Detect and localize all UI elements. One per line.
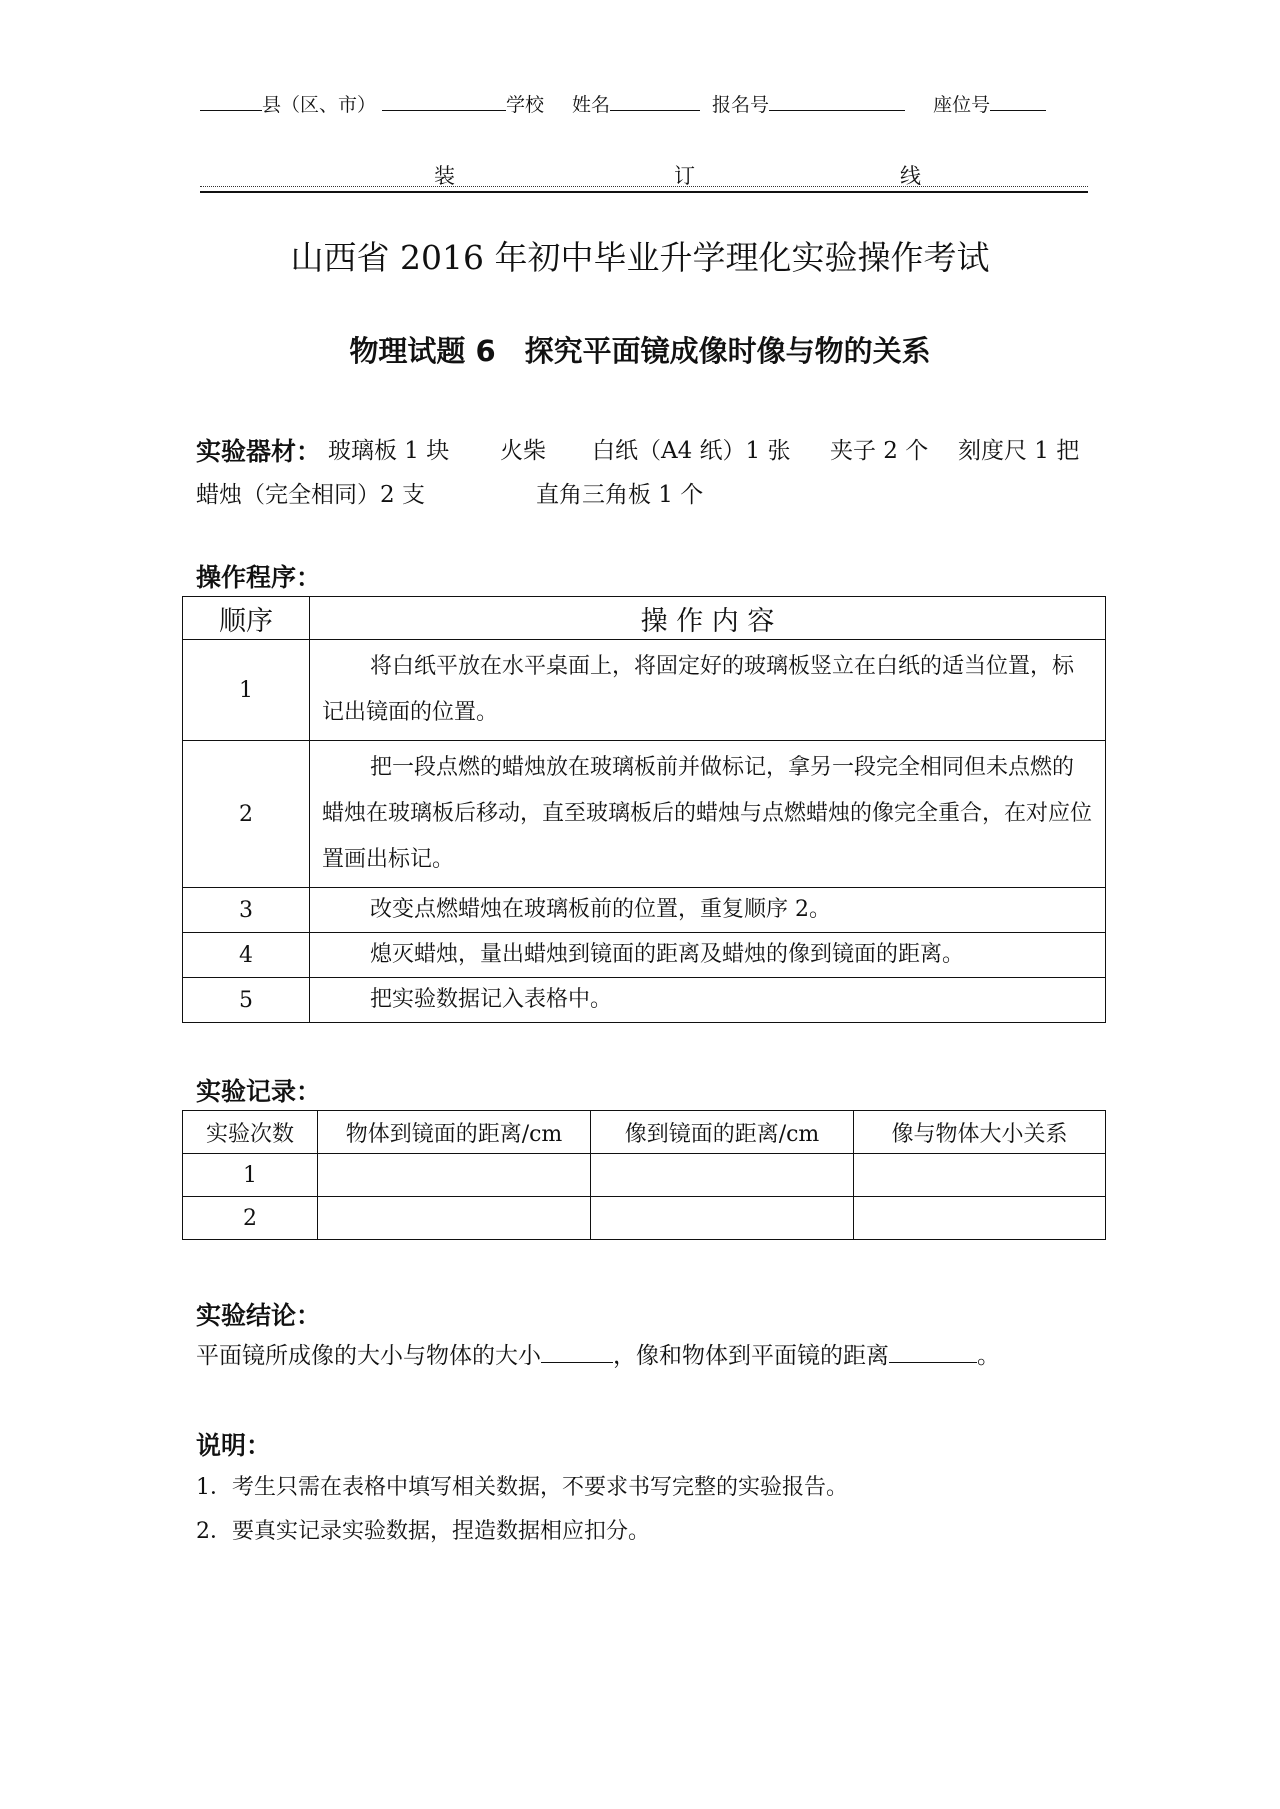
- conclusion-text-1: 平面镜所成像的大小与物体的大小: [196, 1343, 541, 1369]
- col-size-relation-header: 像与物体大小关系: [854, 1111, 1106, 1154]
- step-number: 4: [183, 933, 310, 978]
- note-item: 2．要真实记录实验数据，捏造数据相应扣分。: [196, 1519, 650, 1544]
- material-item: 白纸（A4 纸）1 张: [592, 438, 791, 464]
- dotted-rule: [200, 186, 1088, 187]
- material-item: 玻璃板 1 块: [328, 438, 450, 464]
- school-label: 学校: [506, 94, 545, 116]
- size-relation-cell[interactable]: [854, 1197, 1106, 1240]
- conclusion-label: 实验结论：: [196, 1301, 322, 1330]
- material-item: 夹子 2 个: [830, 438, 929, 464]
- conclusion-sentence: [196, 1337, 1000, 1370]
- step-number: 2: [183, 741, 310, 888]
- object-distance-cell[interactable]: [318, 1154, 591, 1197]
- step-content: 熄灭蜡烛，量出蜡烛到镜面的距离及蜡烛的像到镜面的距离。: [310, 933, 1106, 978]
- table-header-row: [183, 597, 1106, 640]
- seat-no-blank[interactable]: [990, 92, 1046, 111]
- candidate-info-line: [200, 90, 1080, 122]
- table-row: [183, 741, 1106, 888]
- col-object-distance-header: 物体到镜面的距离/cm: [318, 1111, 591, 1154]
- trial-number: 1: [183, 1154, 318, 1197]
- step-content: 把一段点燃的蜡烛放在玻璃板前并做标记，拿另一段完全相同但未点燃的蜡烛在玻璃板后移动，直至玻璃板后的蜡烛与点燃蜡烛的像完全重合，在对应位置画出标记。: [310, 741, 1106, 888]
- reg-no-label: 报名号: [712, 94, 770, 116]
- procedure-label: 操作程序：: [196, 563, 322, 592]
- table-header-row: [183, 1111, 1106, 1154]
- materials-label: 实验器材：: [196, 437, 322, 466]
- procedure-table: [182, 596, 1106, 1023]
- binding-char-1: 装: [434, 164, 455, 188]
- distance-relation-blank[interactable]: [889, 1342, 977, 1363]
- conclusion-text-3: 。: [977, 1343, 1000, 1369]
- material-item: 刻度尺 1 把: [958, 438, 1080, 464]
- material-item: 直角三角板 1 个: [536, 482, 704, 508]
- table-row: [183, 978, 1106, 1023]
- exam-title: 山西省 2016 年初中毕业升学理化实验操作考试: [290, 238, 990, 277]
- table-row: [183, 1154, 1106, 1197]
- col-image-distance-header: 像到镜面的距离/cm: [591, 1111, 854, 1154]
- record-table: [182, 1110, 1106, 1240]
- object-distance-cell[interactable]: [318, 1197, 591, 1240]
- school-blank[interactable]: [382, 92, 506, 111]
- name-blank[interactable]: [610, 92, 700, 111]
- notes-label: 说明：: [196, 1431, 272, 1460]
- table-row: [183, 933, 1106, 978]
- step-number: 5: [183, 978, 310, 1023]
- county-label: 县（区、市）: [262, 94, 377, 116]
- name-label: 姓名: [572, 94, 611, 116]
- binding-line: [200, 160, 1088, 192]
- step-number: 3: [183, 888, 310, 933]
- binding-char-3: 线: [900, 164, 921, 188]
- image-distance-cell[interactable]: [591, 1197, 854, 1240]
- step-content: 将白纸平放在水平桌面上，将固定好的玻璃板竖立在白纸的适当位置，标记出镜面的位置。: [310, 640, 1106, 741]
- table-row: [183, 888, 1106, 933]
- size-relation-blank[interactable]: [541, 1342, 613, 1363]
- exam-subtitle: 物理试题 6 探究平面镜成像时像与物的关系: [349, 334, 931, 368]
- size-relation-cell[interactable]: [854, 1154, 1106, 1197]
- col-order-header: 顺序: [183, 597, 310, 640]
- material-item: 蜡烛（完全相同）2 支: [196, 482, 425, 508]
- record-label: 实验记录：: [196, 1077, 322, 1106]
- solid-rule: [200, 191, 1088, 193]
- county-blank[interactable]: [200, 92, 262, 111]
- trial-number: 2: [183, 1197, 318, 1240]
- step-number: 1: [183, 640, 310, 741]
- materials-line-1: [196, 432, 1096, 464]
- material-item: 火柴: [500, 438, 546, 464]
- col-content-header: 操 作 内 容: [310, 597, 1106, 640]
- reg-no-blank[interactable]: [769, 92, 905, 111]
- seat-no-label: 座位号: [933, 94, 991, 116]
- step-content: 把实验数据记入表格中。: [310, 978, 1106, 1023]
- materials-line-2: [196, 476, 1096, 508]
- binding-char-2: 订: [674, 164, 695, 188]
- table-row: [183, 640, 1106, 741]
- note-item: 1．考生只需在表格中填写相关数据，不要求书写完整的实验报告。: [196, 1475, 848, 1500]
- table-row: [183, 1197, 1106, 1240]
- image-distance-cell[interactable]: [591, 1154, 854, 1197]
- col-trial-header: 实验次数: [183, 1111, 318, 1154]
- conclusion-text-2: ，像和物体到平面镜的距离: [613, 1343, 889, 1369]
- step-content: 改变点燃蜡烛在玻璃板前的位置，重复顺序 2。: [310, 888, 1106, 933]
